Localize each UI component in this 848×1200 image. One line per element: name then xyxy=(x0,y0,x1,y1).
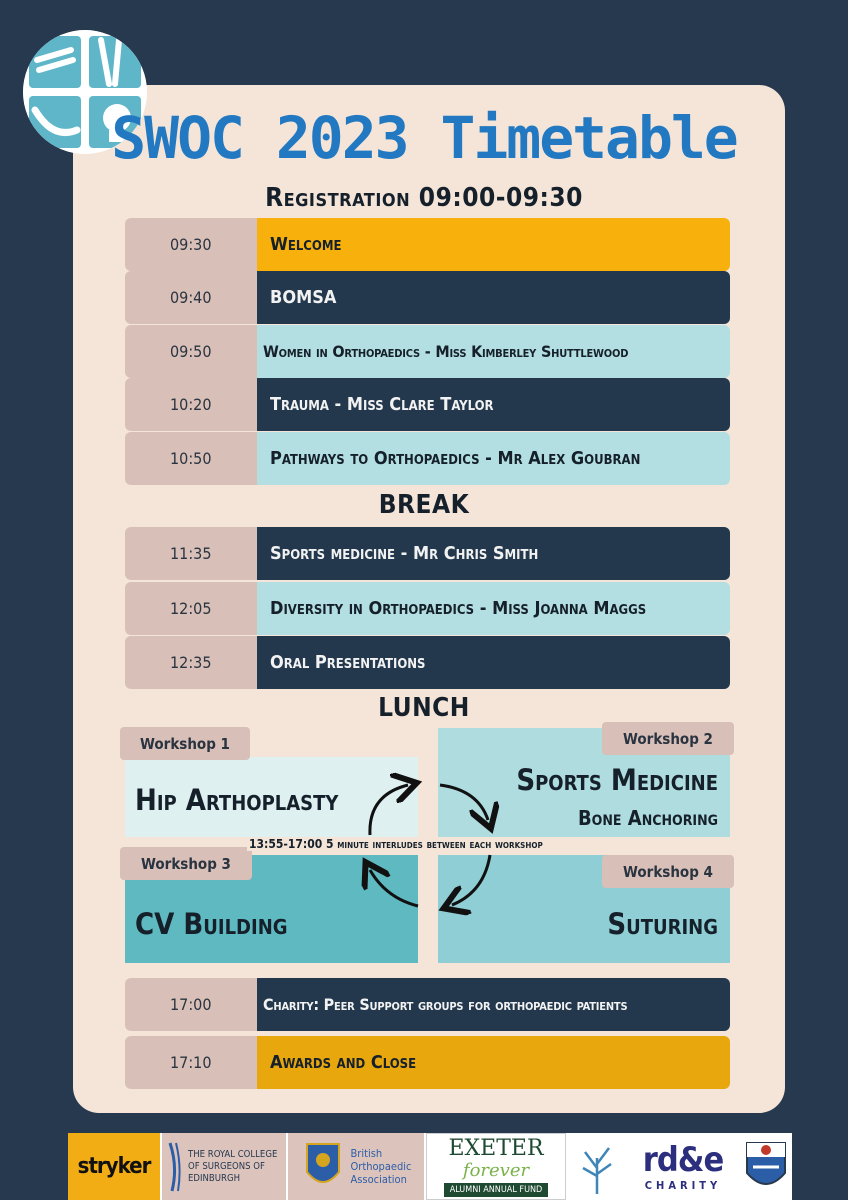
session-time: 17:00 xyxy=(125,978,275,1031)
workshop-4-tag: Workshop 4 xyxy=(602,855,734,888)
schedule-row xyxy=(125,432,730,485)
schedule-row xyxy=(125,978,730,1031)
workshop-4-title: Suturing xyxy=(607,907,718,941)
schedule-row xyxy=(125,527,730,580)
schedule-row xyxy=(125,1036,730,1089)
session-title: Welcome xyxy=(257,218,730,271)
interlude-note: 13:55-17:00 5 minute interludes between each workshop xyxy=(249,837,543,851)
workshop-1-title: Hip Arthoplasty xyxy=(135,783,339,817)
session-time: 17:10 xyxy=(125,1036,275,1089)
session-time: 12:35 xyxy=(125,636,275,689)
schedule-row xyxy=(125,218,730,271)
workshop-2-title: Sports Medicine xyxy=(516,763,718,797)
session-time: 10:50 xyxy=(125,432,275,485)
rcs-crest-icon xyxy=(168,1141,182,1193)
schedule-row xyxy=(125,636,730,689)
registration-heading: Registration 09:00-09:30 xyxy=(265,183,583,213)
schedule-row xyxy=(125,271,730,324)
session-time: 09:40 xyxy=(125,271,275,324)
session-title: Charity: Peer Support groups for orthopaedic patients xyxy=(257,978,730,1031)
workshop-2-subtitle: Bone Anchoring xyxy=(577,806,718,830)
session-time: 12:05 xyxy=(125,582,275,635)
boa-logo: British Orthopaedic Association xyxy=(288,1133,424,1200)
session-title: Women in Orthopaedics - Miss Kimberley Shuttlewood xyxy=(257,325,730,378)
tree-logo-icon xyxy=(568,1133,626,1200)
session-title: Awards and Close xyxy=(257,1036,730,1089)
rcs-edinburgh-logo: THE ROYAL COLLEGE OF SURGEONS OF EDINBURGH xyxy=(162,1133,286,1200)
session-title: Oral Presentations xyxy=(257,636,730,689)
session-time: 11:35 xyxy=(125,527,275,580)
workshop-3-title: CV Building xyxy=(135,907,288,941)
rde-charity-logo: rd&e CHARITY xyxy=(628,1133,738,1200)
workshop-3-tag: Workshop 3 xyxy=(120,847,252,880)
stryker-logo: stryker xyxy=(68,1133,160,1200)
university-crest-icon xyxy=(740,1133,792,1200)
session-title: Sports medicine - Mr Chris Smith xyxy=(257,527,730,580)
sponsor-strip xyxy=(68,1133,792,1200)
session-title: BOMSA xyxy=(257,271,730,324)
workshop-1-tag: Workshop 1 xyxy=(120,727,250,760)
session-title: Trauma - Miss Clare Taylor xyxy=(257,378,730,431)
exeter-forever-logo: EXETER forever ALUMNI ANNUAL FUND xyxy=(426,1133,566,1200)
session-time: 10:20 xyxy=(125,378,275,431)
session-time: 09:30 xyxy=(125,218,275,271)
schedule-row xyxy=(125,378,730,431)
break-heading: BREAK xyxy=(378,490,470,520)
session-title: Diversity in Orthopaedics - Miss Joanna Maggs xyxy=(257,582,730,635)
boa-crest-icon xyxy=(301,1138,345,1196)
schedule-row xyxy=(125,582,730,635)
workshop-2-tag: Workshop 2 xyxy=(602,722,734,755)
schedule-row xyxy=(125,325,730,378)
session-title: Pathways to Orthopaedics - Mr Alex Goubran xyxy=(257,432,730,485)
lunch-heading: LUNCH xyxy=(378,693,470,723)
session-time: 09:50 xyxy=(125,325,275,378)
page-title: SWOC 2023 Timetable xyxy=(111,104,737,172)
